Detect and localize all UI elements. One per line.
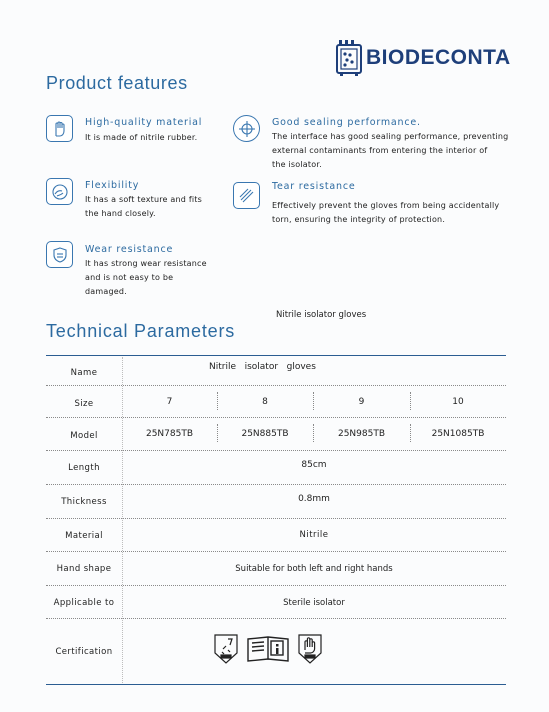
feature-title-tear: Tear resistance — [272, 181, 356, 192]
value-applicable: Sterile isolator — [283, 598, 345, 608]
row-label-length: Length — [68, 463, 100, 473]
value-model-10: 25N1085TB — [431, 429, 485, 439]
row-label-size: Size — [74, 399, 94, 409]
value-name: Nitrile isolator gloves — [209, 362, 316, 372]
row-divider — [46, 585, 506, 586]
value-size-9: 9 — [358, 397, 365, 407]
value-hand-shape: Suitable for both left and right hands — [235, 564, 393, 574]
row-divider — [46, 618, 506, 619]
row-divider — [46, 551, 506, 552]
value-model-9: 25N985TB — [337, 429, 386, 439]
logo-text: BIODECONTA — [366, 46, 511, 69]
value-material: Nitrile — [299, 530, 329, 540]
value-model-8: 25N885TB — [241, 429, 289, 439]
row-label-thickness: Thickness — [61, 497, 107, 507]
technical-parameters-title: Technical Parameters — [46, 321, 236, 341]
feature-title-wear: Wear resistance — [85, 244, 174, 255]
row-label-applicable: Applicable to — [53, 598, 115, 608]
product-subtitle: Nitrile isolator gloves — [276, 310, 367, 320]
row-label-name: Name — [70, 368, 98, 378]
glove-icon — [46, 115, 73, 142]
shield-icon — [46, 241, 73, 268]
feature-title-flexibility: Flexibility — [85, 180, 140, 191]
row-label-hand-shape: Hand shape — [56, 564, 112, 574]
row-divider — [46, 450, 506, 451]
chemical-protection-icon — [213, 633, 239, 669]
table-bottom-rule — [46, 684, 506, 685]
feature-desc-sealing: The interface has good sealing performance, preventing external contaminants from entering the interior of the isolator. — [272, 132, 509, 169]
value-size-8: 8 — [262, 397, 268, 407]
value-model-7: 25N785TB — [145, 429, 194, 439]
value-size-7: 7 — [166, 397, 173, 407]
hand-ring-icon — [46, 178, 73, 205]
logo-icon — [336, 38, 362, 78]
slash-lines-icon — [233, 182, 260, 209]
feature-desc-flexibility: It has a soft texture and fits the hand closely. — [85, 195, 202, 218]
feature-desc-material: It is made of nitrile rubber. — [85, 133, 198, 142]
row-divider — [46, 385, 506, 386]
row-label-certification: Certification — [55, 647, 113, 657]
feature-title-material: High-quality material — [85, 117, 203, 128]
value-size-10: 10 — [452, 397, 464, 407]
feature-desc-wear: It has strong wear resistance and is not easy to be damaged. — [85, 259, 207, 296]
glove-pictogram-icon — [297, 633, 323, 669]
feature-desc-tear: Effectively prevent the gloves from being accidentally torn, ensuring the integrity of protection. — [272, 201, 500, 224]
table-top-rule — [46, 355, 506, 356]
row-divider — [46, 484, 506, 485]
seal-target-icon — [233, 115, 260, 142]
value-length: 85cm — [301, 460, 327, 470]
product-features-title: Product features — [46, 73, 188, 93]
value-thickness: 0.8mm — [298, 494, 330, 504]
row-label-model: Model — [70, 431, 98, 441]
info-manual-icon — [246, 635, 290, 667]
row-divider — [46, 417, 506, 418]
row-divider — [46, 518, 506, 519]
feature-title-sealing: Good sealing performance. — [272, 117, 421, 128]
row-label-material: Material — [65, 531, 103, 541]
